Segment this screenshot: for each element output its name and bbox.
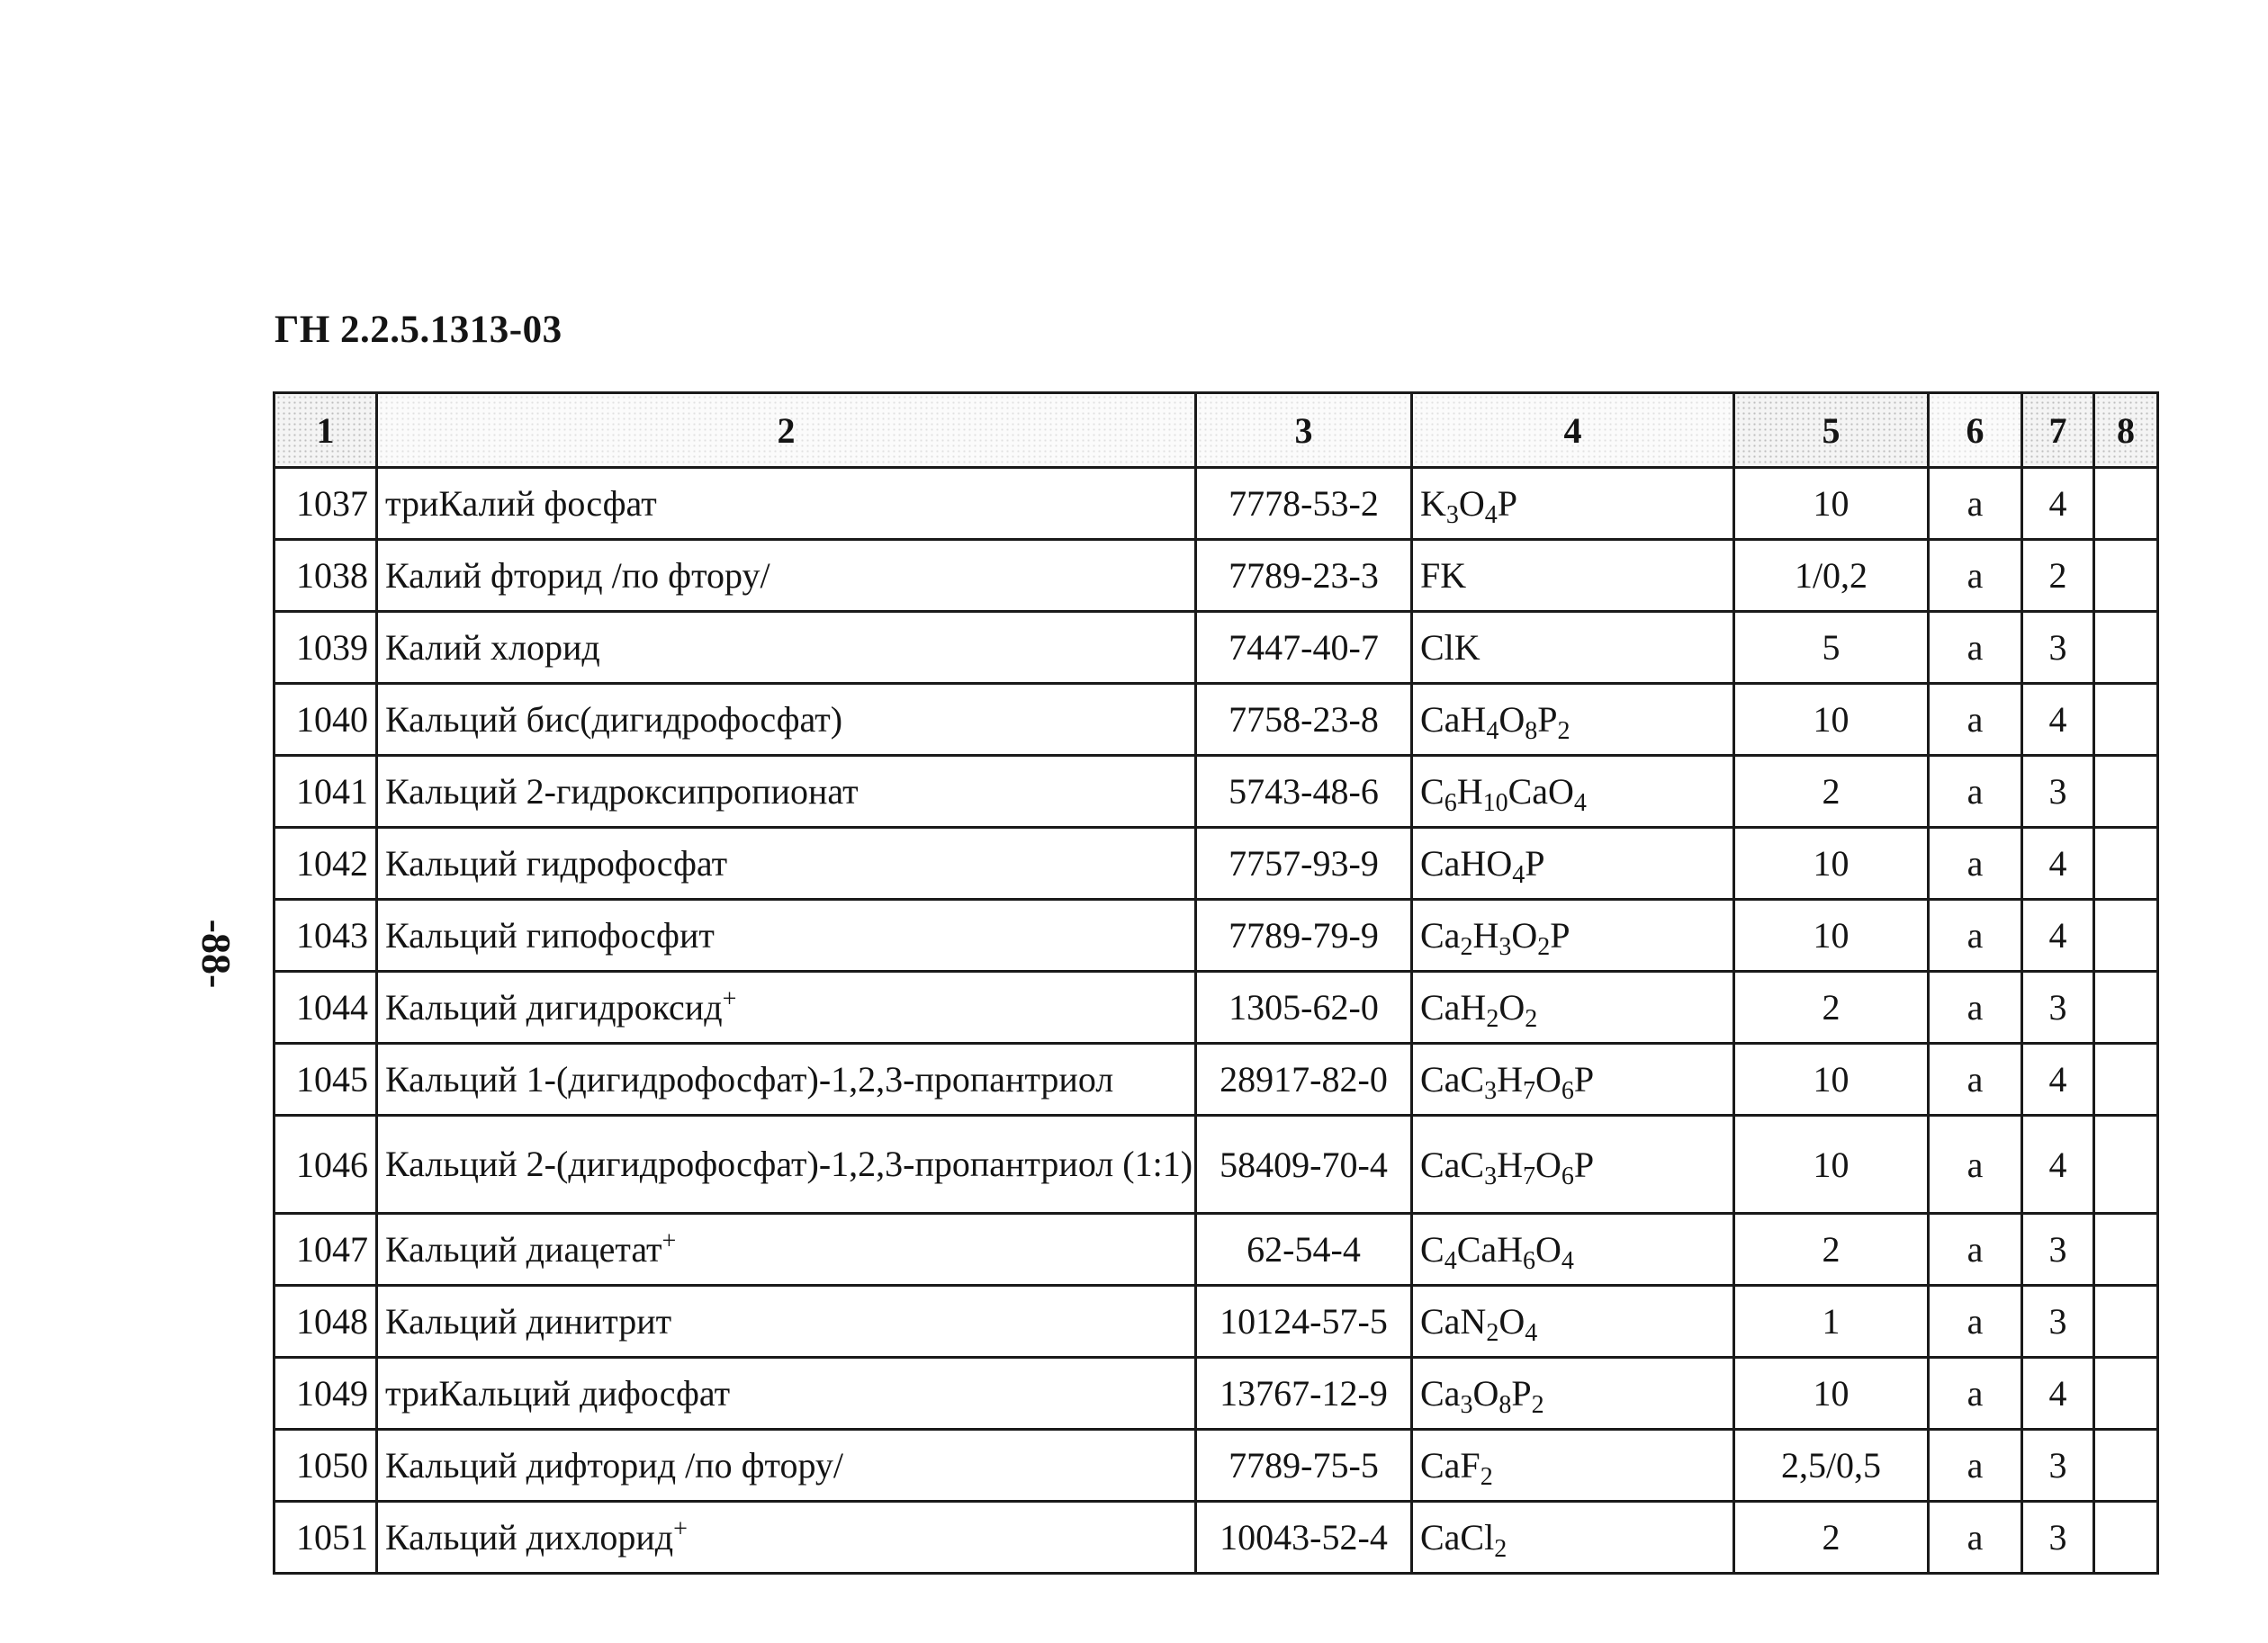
formula-element: O [1535,1144,1562,1185]
aggregate-state: a [1929,468,2022,540]
chemical-formula [1412,612,1734,684]
formula-subscript: 4 [1525,1319,1538,1347]
hazard-class: 3 [2022,1214,2094,1286]
substance-name: Кальций диацетат [385,1228,662,1270]
formula-element: CaH [1420,987,1487,1028]
table-body [274,468,2158,1574]
aggregate-state: a [1929,756,2022,828]
formula-subscript: 2 [1531,1391,1544,1419]
row-number: 1039 [274,612,377,684]
limit-value: 10 [1734,468,1929,540]
formula-element: P [1511,1373,1532,1414]
column-header-7: 7 [2022,393,2094,468]
limit-value: 2 [1734,1502,1929,1574]
aggregate-state: a [1929,684,2022,756]
chemical-formula [1412,1286,1734,1358]
formula-subscript: 3 [1445,501,1459,529]
effect-note [2094,828,2158,900]
aggregate-state: a [1929,972,2022,1044]
formula-element: P [1573,1059,1595,1100]
table-row [274,612,2158,684]
chemical-formula [1412,540,1734,612]
formula-element: P [1497,483,1518,524]
formula-element: O [1535,1059,1562,1100]
substance-name-cell [377,1214,1196,1286]
column-header-5: 5 [1734,393,1929,468]
table-row [274,972,2158,1044]
limit-value: 10 [1734,1116,1929,1214]
hazard-class: 3 [2022,756,2094,828]
row-number: 1047 [274,1214,377,1286]
hazard-class: 3 [2022,1502,2094,1574]
formula-subscript: 2 [1480,1463,1493,1491]
hazard-class: 3 [2022,1286,2094,1358]
formula-subscript: 4 [1484,501,1498,529]
limit-value: 10 [1734,1358,1929,1430]
formula-element: O [1535,1229,1562,1270]
limit-value: 2 [1734,756,1929,828]
formula-element: CaF [1420,1445,1480,1486]
cas-number: 7778-53-2 [1196,468,1412,540]
hazard-class: 4 [2022,900,2094,972]
formula-subscript: 4 [1486,717,1499,745]
substance-name-cell [377,756,1196,828]
table-row [274,1502,2158,1574]
column-header-1: 1 [274,393,377,468]
effect-note [2094,1358,2158,1430]
limit-value: 2 [1734,972,1929,1044]
formula-element: Ca [1420,915,1461,956]
effect-note [2094,612,2158,684]
substance-name-cell [377,612,1196,684]
column-header-4: 4 [1412,393,1734,468]
formula-element: P [1550,915,1570,956]
substance-name: триКалий фосфат [385,482,657,524]
aggregate-state: a [1929,1044,2022,1116]
substance-name: Кальций 2-(дигидрофосфат)-1,2,3-пропантриол (1:1) [385,1144,1193,1184]
column-header-6: 6 [1929,393,2022,468]
substance-name-cell [377,1358,1196,1430]
cas-number: 7758-23-8 [1196,684,1412,756]
formula-element: O [1498,699,1526,740]
table-header-row [274,393,2158,468]
substances-table [273,391,2159,1575]
chemical-formula [1412,1502,1734,1574]
effect-note [2094,1286,2158,1358]
effect-note [2094,900,2158,972]
formula-element: ClK [1420,627,1480,668]
substance-name: Кальций дигидроксид [385,986,723,1028]
column-header-2: 2 [377,393,1196,468]
row-number: 1044 [274,972,377,1044]
limit-value: 5 [1734,612,1929,684]
substance-name: Кальций дифторид /по фтору/ [385,1444,844,1486]
formula-element: P [1537,699,1558,740]
formula-subscript: 6 [1523,1247,1536,1275]
formula-subscript: 2 [1537,933,1551,961]
table-row [274,1430,2158,1502]
limit-value: 2,5/0,5 [1734,1430,1929,1502]
row-number: 1041 [274,756,377,828]
column-header-3: 3 [1196,393,1412,468]
row-number: 1043 [274,900,377,972]
substance-name-cell [377,684,1196,756]
chemical-formula [1412,684,1734,756]
formula-subscript: 4 [1444,1247,1457,1275]
chemical-formula [1412,756,1734,828]
substance-name-cell [377,900,1196,972]
formula-element: CaH [1420,699,1487,740]
cas-number: 7447-40-7 [1196,612,1412,684]
cas-number: 58409-70-4 [1196,1116,1412,1214]
limit-value: 10 [1734,828,1929,900]
effect-note [2094,1116,2158,1214]
table-row [274,1358,2158,1430]
document-code: ГН 2.2.5.1313-03 [274,309,562,351]
hazard-class: 4 [2022,1116,2094,1214]
chemical-formula [1412,1358,1734,1430]
formula-element: O [1458,483,1485,524]
formula-element: C [1420,771,1444,812]
formula-element: Ca [1420,1373,1461,1414]
formula-element: O [1511,915,1538,956]
formula-element: H [1472,915,1499,956]
formula-subscript: 6 [1561,1077,1574,1105]
formula-subscript: 6 [1444,789,1457,817]
cas-number: 28917-82-0 [1196,1044,1412,1116]
formula-subscript: 2 [1557,717,1570,745]
row-number: 1048 [274,1286,377,1358]
table-row [274,1214,2158,1286]
allergen-mark: + [662,1226,677,1255]
chemical-formula [1412,1044,1734,1116]
table-row [274,900,2158,972]
aggregate-state: a [1929,612,2022,684]
row-number: 1046 [274,1116,377,1214]
formula-subscript: 8 [1498,1391,1512,1419]
substance-name: Кальций гипофосфит [385,914,715,956]
formula-element: CaC [1420,1059,1485,1100]
effect-note [2094,756,2158,828]
formula-element: CaO [1508,771,1574,812]
row-number: 1050 [274,1430,377,1502]
table-row [274,684,2158,756]
aggregate-state: a [1929,540,2022,612]
substance-name: Кальций бис(дигидрофосфат) [385,698,843,740]
substance-name-cell [377,828,1196,900]
hazard-class: 4 [2022,828,2094,900]
hazard-class: 4 [2022,1044,2094,1116]
effect-note [2094,684,2158,756]
limit-value: 1/0,2 [1734,540,1929,612]
formula-element: CaC [1420,1144,1485,1185]
formula-subscript: 2 [1494,1535,1508,1563]
cas-number: 10124-57-5 [1196,1286,1412,1358]
limit-value: 10 [1734,684,1929,756]
formula-subscript: 4 [1512,861,1526,889]
cas-number: 62-54-4 [1196,1214,1412,1286]
hazard-class: 4 [2022,468,2094,540]
effect-note [2094,1044,2158,1116]
substance-name-cell [377,972,1196,1044]
formula-subscript: 2 [1486,1319,1499,1347]
formula-subscript: 2 [1486,1005,1499,1033]
row-number: 1038 [274,540,377,612]
cas-number: 7789-79-9 [1196,900,1412,972]
chemical-formula [1412,1430,1734,1502]
aggregate-state: a [1929,1286,2022,1358]
substance-name-cell [377,1044,1196,1116]
effect-note [2094,1502,2158,1574]
formula-subscript: 7 [1523,1162,1536,1190]
substance-name: Кальций гидрофосфат [385,842,728,884]
table-row [274,468,2158,540]
aggregate-state: a [1929,1116,2022,1214]
effect-note [2094,1214,2158,1286]
table-row [274,1286,2158,1358]
effect-note [2094,1430,2158,1502]
allergen-mark: + [673,1514,688,1543]
substance-name-cell [377,1286,1196,1358]
row-number: 1040 [274,684,377,756]
formula-element: H [1497,1144,1524,1185]
substance-name-cell [377,1502,1196,1574]
substance-name-cell [377,540,1196,612]
hazard-class: 4 [2022,684,2094,756]
row-number: 1045 [274,1044,377,1116]
substance-name: Кальций 1-(дигидрофосфат)-1,2,3-пропантриол [385,1058,1114,1100]
substance-name-cell [377,468,1196,540]
formula-element: P [1525,843,1545,884]
substance-name: Кальций динитрит [385,1300,672,1342]
allergen-mark: + [722,984,737,1013]
chemical-formula [1412,468,1734,540]
cas-number: 13767-12-9 [1196,1358,1412,1430]
substance-name-cell [377,1430,1196,1502]
table-row [274,1116,2158,1214]
substance-name: Калий фторид /по фтору/ [385,554,770,596]
cas-number: 10043-52-4 [1196,1502,1412,1574]
substance-name-cell [377,1116,1196,1214]
substance-name: Кальций дихлорид [385,1516,674,1558]
chemical-formula [1412,972,1734,1044]
hazard-class: 3 [2022,1430,2094,1502]
formula-element: CaH [1456,1229,1524,1270]
formula-subscript: 2 [1525,1005,1538,1033]
formula-element: O [1498,1301,1526,1342]
aggregate-state: a [1929,900,2022,972]
chemical-formula [1412,1116,1734,1214]
effect-note [2094,540,2158,612]
table-row [274,1044,2158,1116]
formula-subscript: 10 [1482,789,1508,817]
substance-name: триКальций дифосфат [385,1372,731,1414]
cas-number: 7757-93-9 [1196,828,1412,900]
cas-number: 5743-48-6 [1196,756,1412,828]
row-number: 1042 [274,828,377,900]
formula-subscript: 3 [1460,1391,1473,1419]
effect-note [2094,972,2158,1044]
cas-number: 7789-75-5 [1196,1430,1412,1502]
formula-subscript: 2 [1460,933,1473,961]
formula-element: O [1472,1373,1499,1414]
formula-subscript: 8 [1525,717,1538,745]
table-row [274,540,2158,612]
substance-name: Калий хлорид [385,626,600,668]
hazard-class: 3 [2022,972,2094,1044]
chemical-formula [1412,1214,1734,1286]
row-number: 1051 [274,1502,377,1574]
aggregate-state: a [1929,1358,2022,1430]
formula-element: CaHO [1420,843,1513,884]
cas-number: 7789-23-3 [1196,540,1412,612]
formula-subscript: 3 [1484,1162,1498,1190]
formula-subscript: 7 [1523,1077,1536,1105]
aggregate-state: a [1929,828,2022,900]
formula-subscript: 4 [1573,789,1587,817]
aggregate-state: a [1929,1502,2022,1574]
formula-element: CaN [1420,1301,1487,1342]
limit-value: 10 [1734,1044,1929,1116]
aggregate-state: a [1929,1430,2022,1502]
formula-subscript: 4 [1561,1247,1574,1275]
formula-element: O [1498,987,1526,1028]
formula-element: K [1420,483,1446,524]
cas-number: 1305-62-0 [1196,972,1412,1044]
substance-name: Кальций 2-гидроксипропионат [385,770,859,812]
limit-value: 10 [1734,900,1929,972]
effect-note [2094,468,2158,540]
hazard-class: 3 [2022,612,2094,684]
formula-subscript: 3 [1484,1077,1498,1105]
chemical-formula [1412,900,1734,972]
row-number: 1049 [274,1358,377,1430]
formula-element: C [1420,1229,1444,1270]
formula-element: H [1456,771,1483,812]
hazard-class: 4 [2022,1358,2094,1430]
formula-element: FK [1420,555,1467,596]
formula-element: CaCl [1420,1517,1495,1558]
table-row [274,756,2158,828]
formula-subscript: 6 [1561,1162,1574,1190]
page-number: -88- [194,919,239,989]
formula-element: H [1497,1059,1524,1100]
limit-value: 2 [1734,1214,1929,1286]
limit-value: 1 [1734,1286,1929,1358]
column-header-8: 8 [2094,393,2158,468]
table-row [274,828,2158,900]
aggregate-state: a [1929,1214,2022,1286]
hazard-class: 2 [2022,540,2094,612]
formula-subscript: 3 [1498,933,1512,961]
formula-element: P [1573,1144,1595,1185]
row-number: 1037 [274,468,377,540]
chemical-formula [1412,828,1734,900]
